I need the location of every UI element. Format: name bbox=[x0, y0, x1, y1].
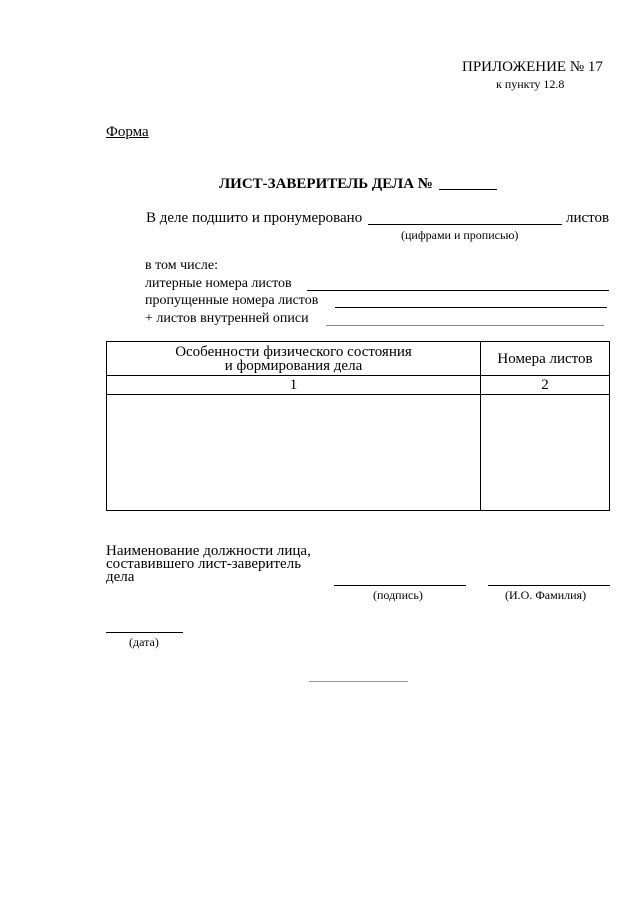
filed-label: В деле подшито и пронумеровано bbox=[146, 210, 363, 226]
table-cell-condition[interactable] bbox=[107, 395, 481, 511]
missing-numbers-line bbox=[335, 307, 607, 308]
date-line bbox=[106, 632, 183, 633]
literal-numbers-label: литерные номера листов bbox=[145, 276, 292, 291]
literal-numbers-line bbox=[307, 290, 609, 291]
filed-hint: (цифрами и прописью) bbox=[401, 228, 519, 242]
position-label: Наименование должности лица, составившего лист-заверитель дела bbox=[106, 543, 311, 585]
filed-count-line bbox=[368, 224, 562, 225]
inner-inventory-label: + листов внутренней описи bbox=[145, 311, 309, 326]
table-cell-sheets[interactable] bbox=[481, 395, 610, 511]
table-column-number: 1 bbox=[107, 376, 481, 395]
end-separator bbox=[309, 681, 408, 682]
table-column-number: 2 bbox=[481, 376, 610, 395]
including-heading: в том числе: bbox=[145, 258, 218, 273]
filed-unit: листов bbox=[566, 210, 610, 226]
appendix-number: ПРИЛОЖЕНИЕ № 17 bbox=[462, 59, 603, 75]
missing-numbers-label: пропущенные номера листов bbox=[145, 293, 319, 308]
date-hint: (дата) bbox=[129, 635, 159, 649]
signature-hint: (подпись) bbox=[373, 588, 423, 602]
full-name-hint: (И.О. Фамилия) bbox=[505, 588, 587, 602]
full-name-line bbox=[488, 585, 610, 586]
signature-line bbox=[334, 585, 466, 586]
inner-inventory-line bbox=[326, 325, 604, 326]
appendix-reference: к пункту 12.8 bbox=[496, 77, 565, 91]
condition-table bbox=[106, 341, 610, 511]
table-header-sheets: Номера листов bbox=[481, 342, 610, 376]
form-label: Форма bbox=[106, 124, 149, 140]
table-header-condition: Особенности физического состояния и формирования дела bbox=[107, 342, 481, 376]
case-number-line bbox=[439, 189, 497, 190]
document-title: ЛИСТ-ЗАВЕРИТЕЛЬ ДЕЛА № bbox=[219, 176, 433, 192]
